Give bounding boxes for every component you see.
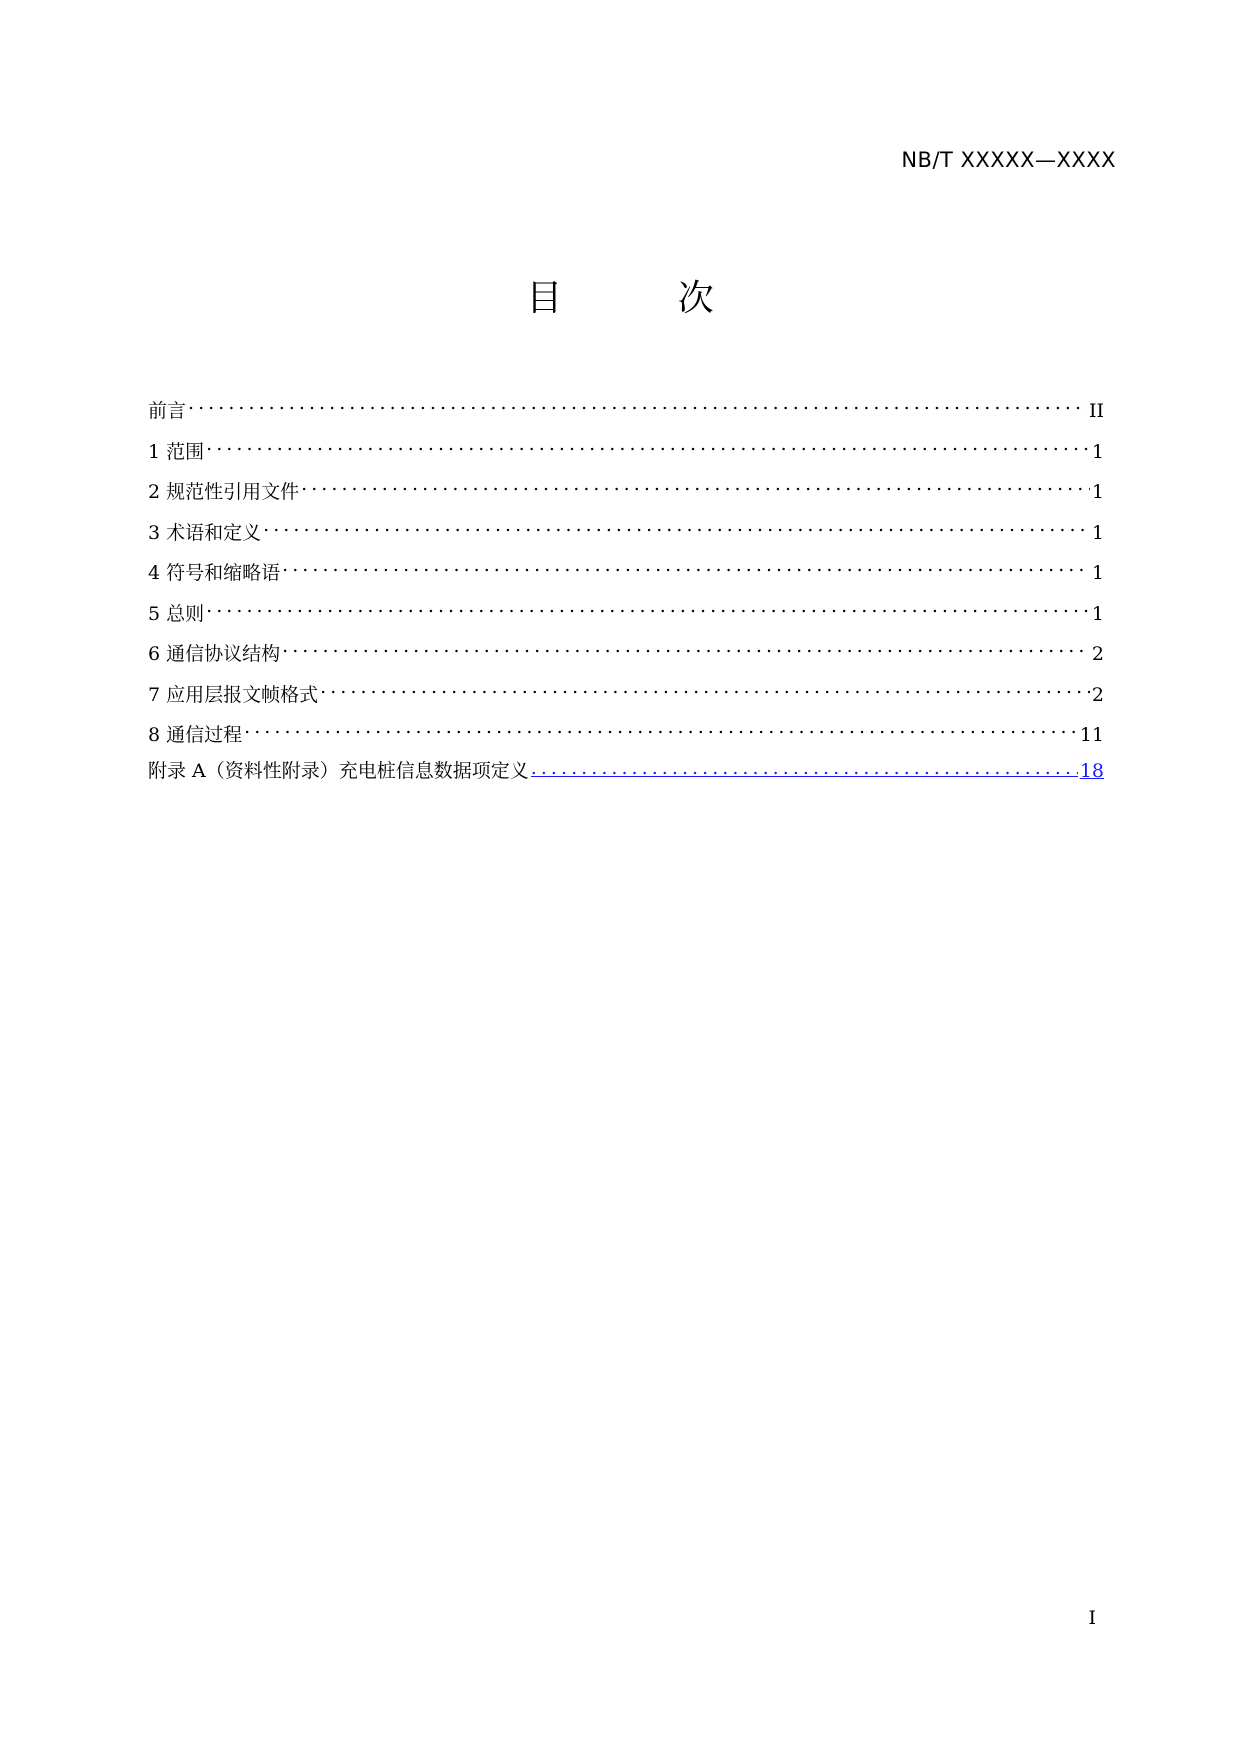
toc-entry-frame-format[interactable] <box>148 673 1104 714</box>
toc-entry-label: 前言 <box>148 400 187 422</box>
document-code: NB/T XXXXX—XXXX <box>901 148 1116 172</box>
toc-leader-dots <box>206 592 1090 620</box>
toc-entry-protocol-structure[interactable] <box>148 632 1104 673</box>
toc-leader-dots <box>282 632 1090 660</box>
toc-entry-normative-references[interactable] <box>148 470 1104 511</box>
page-number: I <box>1088 1607 1096 1629</box>
toc-leader-dots <box>244 713 1078 741</box>
toc-entry-label: 6 通信协议结构 <box>148 643 281 665</box>
toc-entry-label: 3 术语和定义 <box>148 521 262 544</box>
toc-entry-scope[interactable] <box>148 430 1104 471</box>
toc-entry-label: 4 符号和缩略语 <box>148 562 281 584</box>
toc-leader-dots <box>320 673 1090 701</box>
toc-leader-dots <box>206 430 1090 458</box>
toc-entry-general[interactable] <box>148 592 1104 633</box>
toc-entry-page: 1 <box>1091 440 1104 463</box>
toc-leader-dots <box>282 551 1090 579</box>
toc-leader-dots-link[interactable] <box>531 754 1078 777</box>
toc-entry-page: 1 <box>1091 481 1104 503</box>
toc-entry-appendix-a[interactable] <box>148 754 1104 795</box>
toc-entry-page: 1 <box>1091 602 1104 625</box>
toc-entry-page: II <box>1088 400 1104 422</box>
toc-entry-page: 1 <box>1091 562 1104 584</box>
toc-leader-dots <box>301 470 1090 498</box>
toc-entry-label: 7 应用层报文帧格式 <box>148 683 319 706</box>
toc-title: 目 次 <box>526 278 766 319</box>
toc-entry-communication-process[interactable] <box>148 713 1104 754</box>
toc-entry-label: 1 范围 <box>148 440 205 463</box>
toc-entry-page: 11 <box>1079 724 1104 746</box>
toc-leader-dots <box>188 389 1087 417</box>
toc-entry-terms-definitions[interactable] <box>148 511 1104 552</box>
toc-entry-foreword[interactable] <box>148 389 1104 430</box>
toc-entry-label: 5 总则 <box>148 602 205 625</box>
toc-entry-label: 附录 A（资料性附录）充电桩信息数据项定义 <box>148 759 529 782</box>
toc-entry-page: 2 <box>1091 683 1104 706</box>
toc-entry-page: 1 <box>1091 521 1104 544</box>
toc-entry-page-link[interactable]: 18 <box>1079 759 1104 782</box>
toc-entry-label: 2 规范性引用文件 <box>148 481 300 503</box>
toc-entry-symbols-abbreviations[interactable] <box>148 551 1104 592</box>
toc-list <box>148 389 1104 794</box>
toc-leader-dots <box>263 511 1090 539</box>
toc-entry-label: 8 通信过程 <box>148 724 243 746</box>
toc-entry-page: 2 <box>1091 643 1104 665</box>
